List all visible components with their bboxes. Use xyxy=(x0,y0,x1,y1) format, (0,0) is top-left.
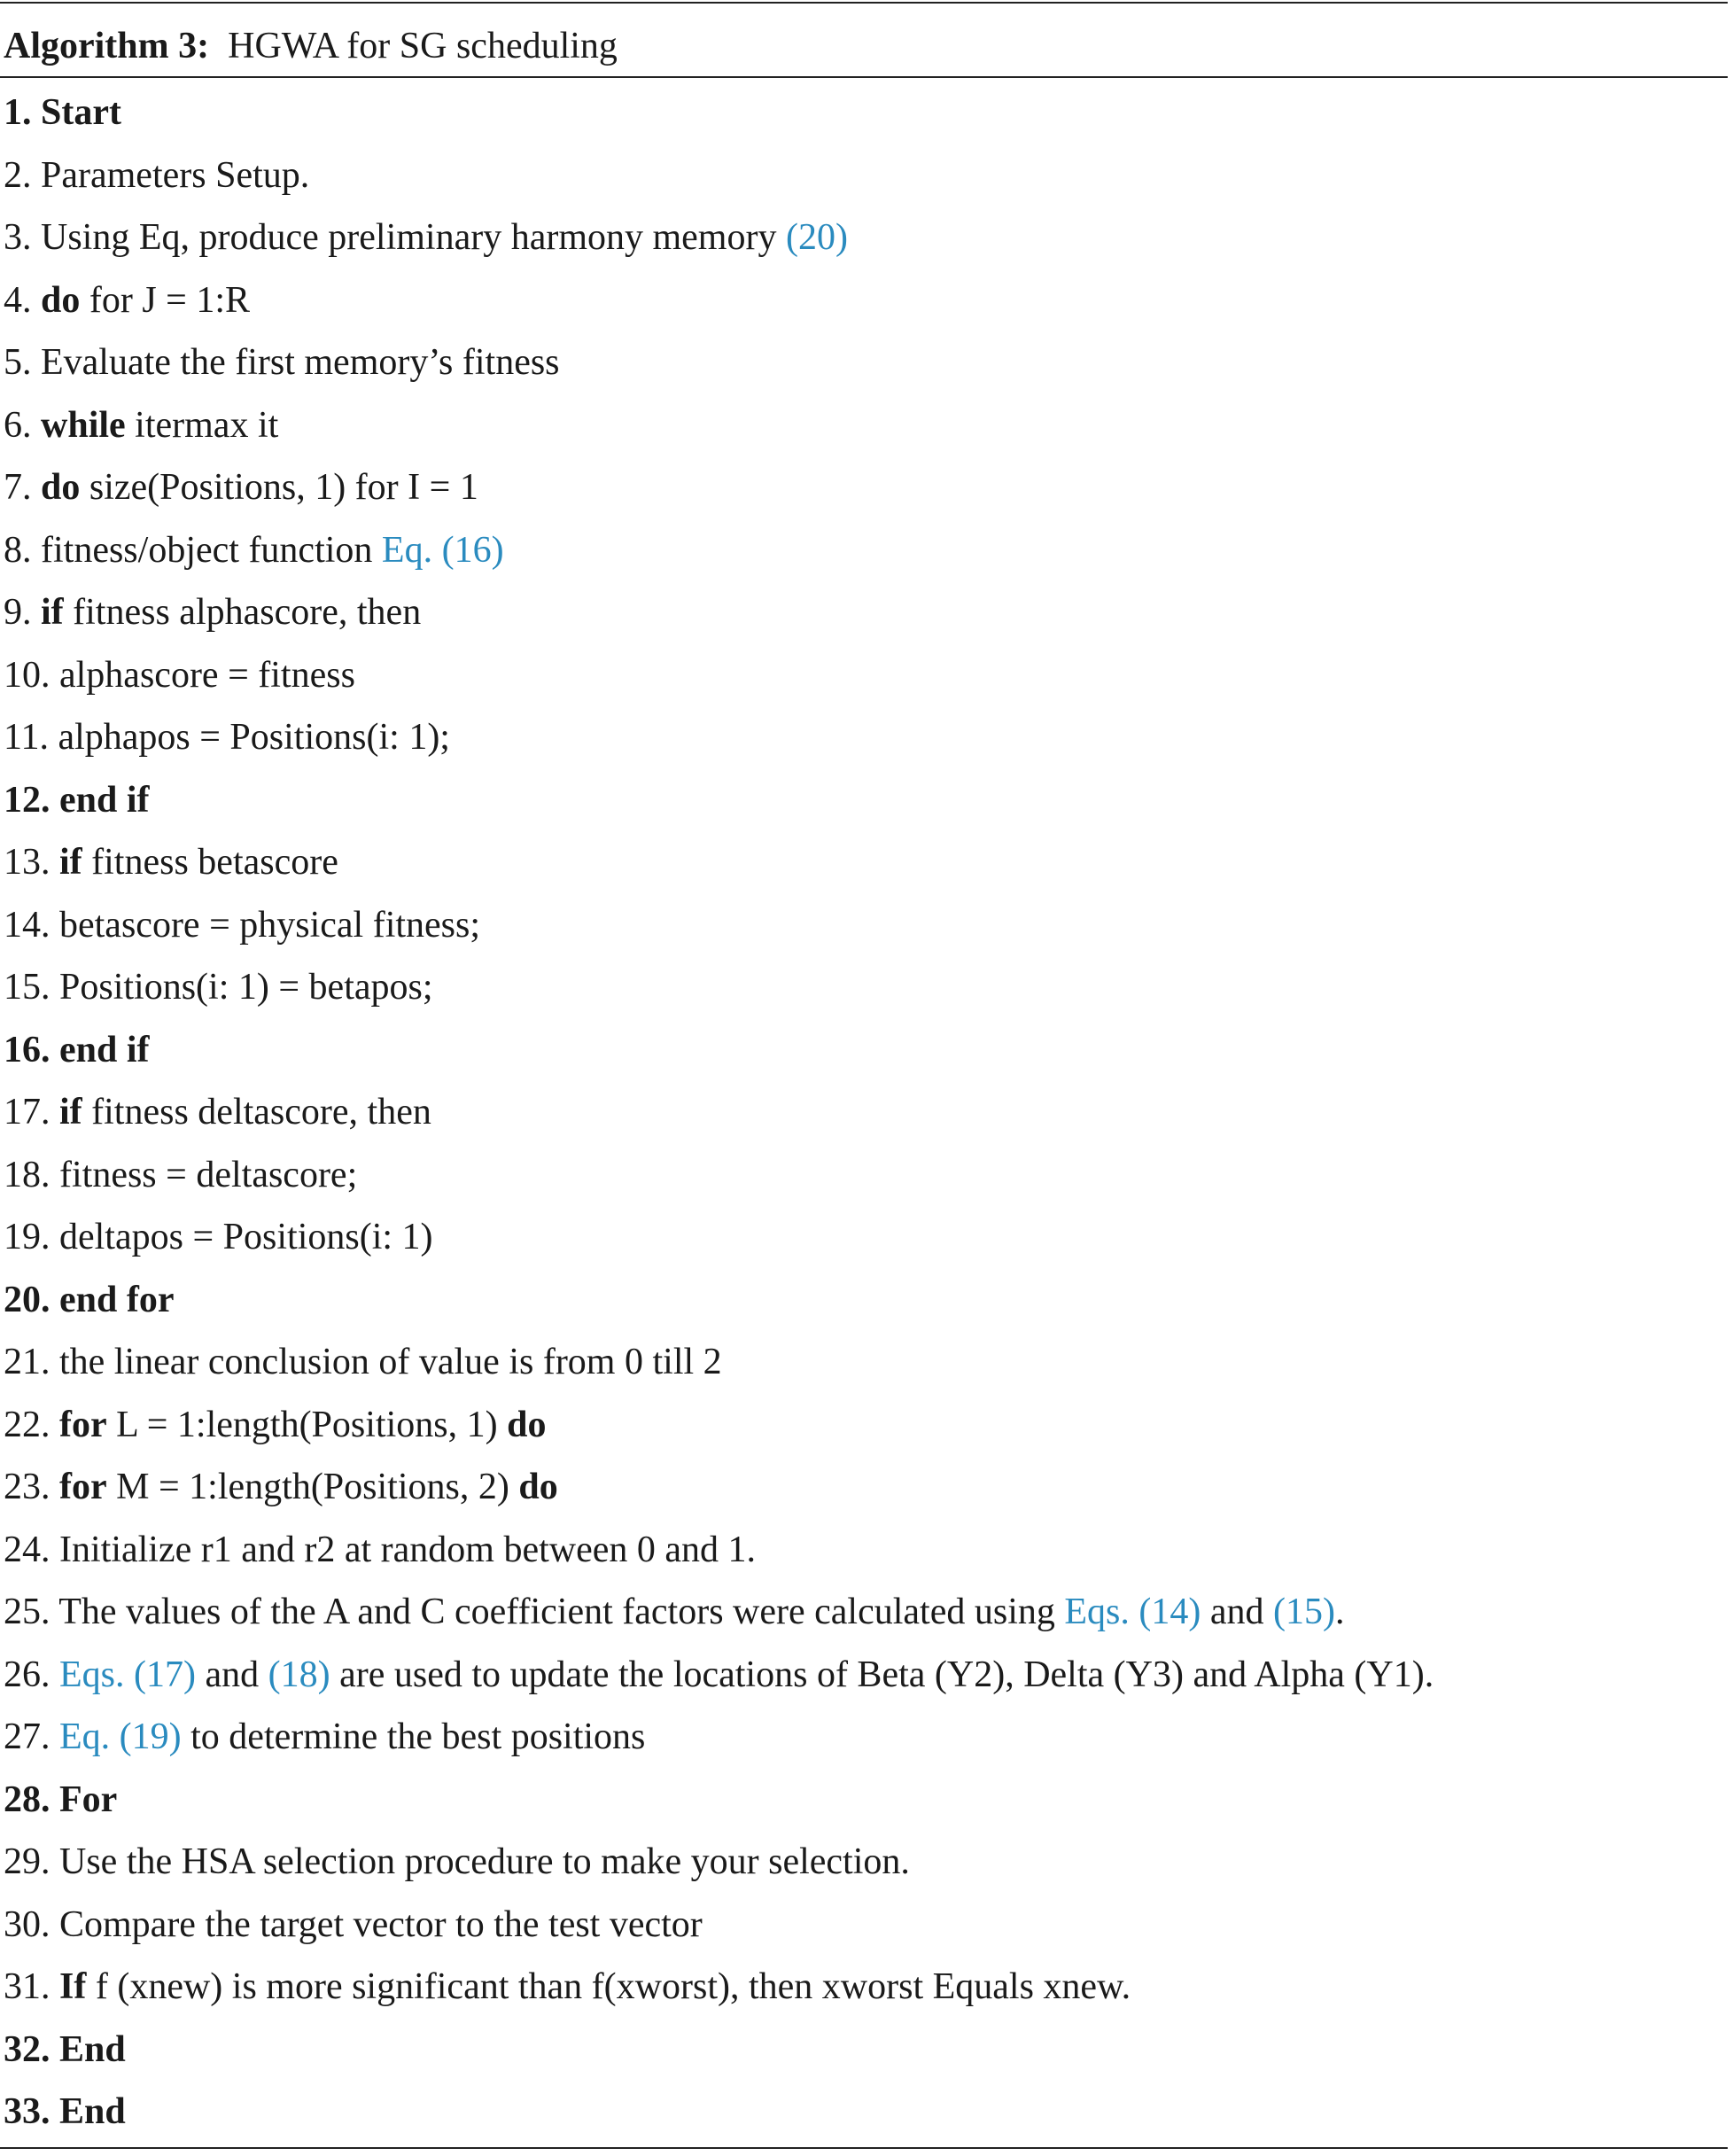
step-keyword: do xyxy=(507,1404,547,1445)
step-number: 22. xyxy=(4,1404,51,1445)
algorithm-step xyxy=(4,1710,1434,1773)
step-text: the linear conclusion of value is from 0 till 2 xyxy=(59,1342,722,1382)
equation-reference-link[interactable]: Eqs. (14) xyxy=(1064,1592,1201,1632)
algorithm-step xyxy=(4,149,1434,212)
algorithm-step xyxy=(4,836,1434,899)
algorithm-step xyxy=(4,336,1434,399)
equation-reference-link[interactable]: (15) xyxy=(1273,1592,1336,1632)
step-text: itermax it xyxy=(125,404,279,446)
step-keyword: if xyxy=(59,1092,82,1132)
step-keyword: end if xyxy=(59,779,150,821)
step-number: 1. xyxy=(4,92,32,133)
step-keyword: while xyxy=(41,404,126,446)
algorithm-step xyxy=(4,774,1434,837)
step-number: 10. xyxy=(4,654,51,696)
algorithm-step xyxy=(4,524,1434,587)
algorithm-caption xyxy=(4,19,618,73)
step-keyword: do xyxy=(518,1467,558,1507)
step-number: 32. xyxy=(4,2028,51,2070)
step-keyword: end for xyxy=(59,1279,175,1320)
step-number: 9. xyxy=(4,592,32,633)
step-number: 11. xyxy=(4,717,49,758)
step-text: alphascore = fitness xyxy=(59,654,355,696)
step-keyword: Start xyxy=(41,92,121,133)
step-number: 17. xyxy=(4,1092,51,1132)
step-number: 4. xyxy=(4,279,32,321)
algorithm-step xyxy=(4,1960,1434,2023)
algorithm-step xyxy=(4,461,1434,524)
algorithm-steps xyxy=(4,86,1434,2148)
step-number: 8. xyxy=(4,529,32,571)
algorithm-step xyxy=(4,1086,1434,1148)
step-number: 30. xyxy=(4,1903,51,1945)
algorithm-step xyxy=(4,1648,1434,1711)
step-number: 21. xyxy=(4,1342,51,1382)
step-number: 7. xyxy=(4,467,32,508)
algorithm-step xyxy=(4,899,1434,961)
step-text: and xyxy=(195,1654,268,1695)
step-number: 16. xyxy=(4,1029,51,1070)
step-text: f (xnew) is more significant than f(xworst), then xworst Equals xnew. xyxy=(86,1966,1131,2007)
step-number: 27. xyxy=(4,1716,51,1757)
step-text: betascore = physical fitness; xyxy=(59,904,481,946)
step-text: fitness alphascore, then xyxy=(63,592,422,633)
algorithm-step xyxy=(4,586,1434,649)
step-text: Using Eq, produce preliminary harmony memory xyxy=(41,217,786,258)
step-number: 20. xyxy=(4,1279,51,1320)
algorithm-step xyxy=(4,649,1434,712)
step-text: Initialize r1 and r2 at random between 0 and 1. xyxy=(59,1529,757,1570)
algorithm-step xyxy=(4,1148,1434,1211)
step-text: L = 1:length(Positions, 1) xyxy=(106,1404,508,1445)
step-text: Compare the target vector to the test vector xyxy=(59,1903,703,1945)
step-text: Parameters Setup. xyxy=(41,154,310,196)
step-text: fitness betascore xyxy=(82,842,338,883)
step-text: alphapos = Positions(i: 1); xyxy=(58,717,450,758)
algorithm-label: Algorithm 3: xyxy=(4,26,210,66)
step-text: M = 1:length(Positions, 2) xyxy=(106,1467,519,1507)
step-number: 28. xyxy=(4,1779,51,1820)
step-text: for J = 1:R xyxy=(80,279,251,321)
step-number: 23. xyxy=(4,1467,51,1507)
step-number: 18. xyxy=(4,1154,51,1195)
step-number: 14. xyxy=(4,904,51,946)
bottom-rule xyxy=(0,2147,1728,2149)
step-text: size(Positions, 1) for I = 1 xyxy=(80,467,478,508)
step-keyword: End xyxy=(59,2028,126,2070)
algorithm-step xyxy=(4,399,1434,462)
algorithm-step xyxy=(4,1024,1434,1086)
step-keyword: end if xyxy=(59,1029,150,1070)
step-keyword: if xyxy=(41,592,64,633)
equation-reference-link[interactable]: Eqs. (17) xyxy=(59,1654,196,1695)
algorithm-step xyxy=(4,2085,1434,2148)
step-text: are used to update the locations of Beta (Y2), Delta (Y3) and Alpha (Y1). xyxy=(330,1654,1434,1695)
algorithm-step xyxy=(4,1835,1434,1898)
algorithm-step xyxy=(4,1335,1434,1398)
algorithm-step xyxy=(4,2023,1434,2086)
step-text: to determine the best positions xyxy=(181,1716,646,1757)
step-text: . xyxy=(1335,1592,1345,1632)
algorithm-step xyxy=(4,1398,1434,1461)
caption-rule xyxy=(0,76,1728,78)
step-number: 12. xyxy=(4,779,51,821)
step-keyword: do xyxy=(41,467,81,508)
algorithm-step xyxy=(4,1773,1434,1836)
algorithm-step xyxy=(4,211,1434,274)
step-number: 13. xyxy=(4,842,51,883)
step-text: Use the HSA selection procedure to make your selection. xyxy=(59,1841,910,1882)
algorithm-step xyxy=(4,1523,1434,1586)
equation-reference-link[interactable]: Eq. (16) xyxy=(381,529,504,571)
step-number: 3. xyxy=(4,217,32,258)
step-number: 15. xyxy=(4,967,51,1008)
step-number: 5. xyxy=(4,342,32,383)
equation-reference-link[interactable]: (20) xyxy=(785,217,848,258)
step-text: fitness deltascore, then xyxy=(82,1092,431,1132)
step-keyword: if xyxy=(59,842,82,883)
step-keyword: for xyxy=(59,1404,107,1445)
step-text: The values of the A and C coefficient factors were calculated using xyxy=(58,1592,1065,1632)
algorithm-step xyxy=(4,86,1434,149)
step-text: Positions(i: 1) = betapos; xyxy=(59,967,433,1008)
algorithm-step xyxy=(4,274,1434,337)
step-number: 26. xyxy=(4,1654,51,1695)
step-keyword: End xyxy=(59,2091,126,2132)
step-keyword: for xyxy=(59,1467,107,1507)
top-rule xyxy=(0,2,1728,4)
equation-reference-link[interactable]: (18) xyxy=(268,1654,330,1695)
step-text: fitness = deltascore; xyxy=(59,1154,358,1195)
algorithm-step xyxy=(4,1273,1434,1336)
algorithm-step xyxy=(4,1460,1434,1523)
step-number: 6. xyxy=(4,404,32,446)
algorithm-step xyxy=(4,961,1434,1024)
step-text: and xyxy=(1201,1592,1274,1632)
algorithm-step xyxy=(4,1210,1434,1273)
algorithm-step xyxy=(4,1585,1434,1648)
step-text: Evaluate the first memory’s fitness xyxy=(41,342,560,383)
step-keyword: For xyxy=(59,1779,118,1820)
step-text: fitness/object function xyxy=(41,529,382,571)
algorithm-step xyxy=(4,711,1434,774)
step-number: 25. xyxy=(4,1592,51,1632)
step-number: 2. xyxy=(4,154,32,196)
step-number: 24. xyxy=(4,1529,51,1570)
algorithm-step xyxy=(4,1898,1434,1961)
step-number: 31. xyxy=(4,1966,51,2007)
equation-reference-link[interactable]: Eq. (19) xyxy=(59,1716,182,1757)
step-number: 33. xyxy=(4,2091,51,2132)
step-number: 29. xyxy=(4,1841,51,1882)
algorithm-title: HGWA for SG scheduling xyxy=(228,26,618,66)
step-keyword: do xyxy=(41,279,81,321)
step-text: deltapos = Positions(i: 1) xyxy=(59,1217,433,1257)
step-keyword: If xyxy=(59,1966,87,2007)
step-number: 19. xyxy=(4,1217,51,1257)
